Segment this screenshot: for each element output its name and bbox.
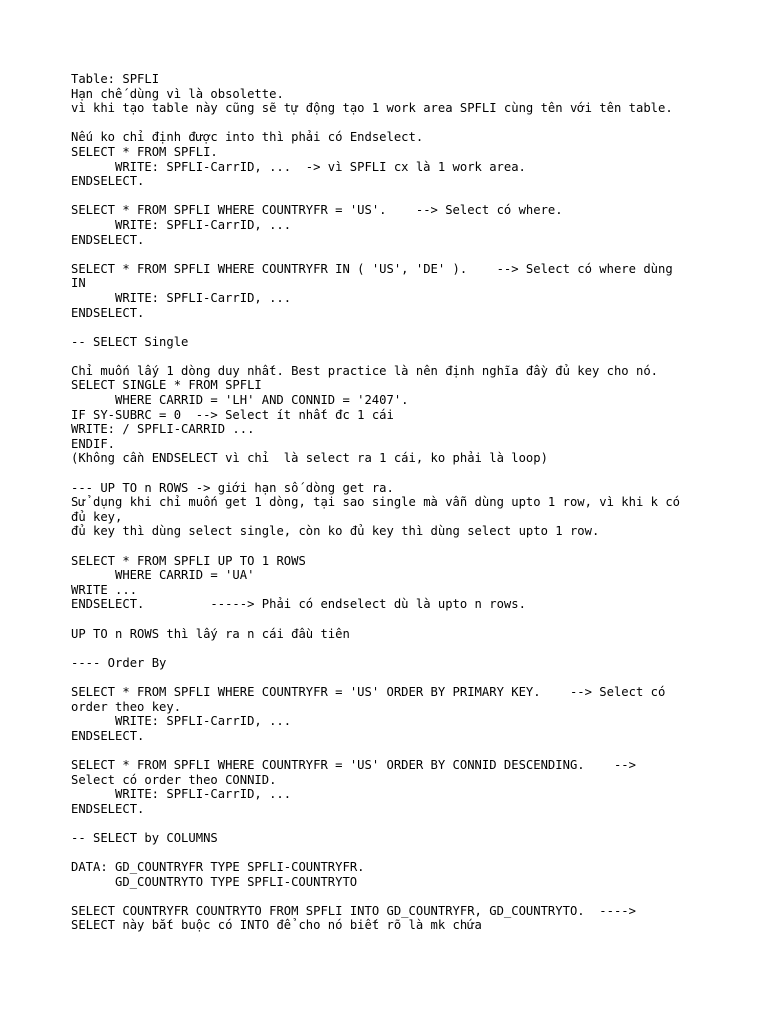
- text-line: SELECT * FROM SPFLI WHERE COUNTRYFR IN ( 'US', 'DE' ). --> Select có where dùng: [71, 261, 673, 276]
- text-line: Select có order theo CONNID.: [71, 772, 277, 787]
- text-line: SELECT * FROM SPFLI WHERE COUNTRYFR = 'US' ORDER BY PRIMARY KEY. --> Select có: [71, 684, 666, 699]
- blank-line: [71, 641, 711, 656]
- text-line: ENDSELECT.: [71, 305, 145, 320]
- text-line: ENDSELECT.: [71, 174, 145, 189]
- text-line: WRITE: SPFLI-CarrID, ...: [115, 714, 292, 729]
- text-line: SELECT * FROM SPFLI UP TO 1 ROWS: [71, 553, 306, 568]
- text-line: -- SELECT Single: [71, 334, 189, 349]
- blank-line: [71, 816, 711, 831]
- text-line: WRITE: SPFLI-CarrID, ...: [115, 290, 292, 305]
- blank-line: [71, 670, 711, 685]
- text-line: ---- Order By: [71, 655, 167, 670]
- text-line: ENDSELECT.: [71, 232, 145, 247]
- text-line: Table: SPFLI: [71, 72, 160, 86]
- text-line: vì khi tạo table này cũng sẽ tự động tạo 1 work area SPFLI cùng tên với tên table.: [71, 101, 673, 116]
- text-line: SELECT * FROM SPFLI WHERE COUNTRYFR = 'US'. --> Select có where.: [71, 203, 563, 218]
- text-line: WRITE: SPFLI-CarrID, ...: [115, 787, 292, 802]
- text-line: WHERE CARRID = 'LH' AND CONNID = '2407'.: [115, 393, 409, 408]
- blank-line: [71, 845, 711, 860]
- text-line: ENDSELECT. -----> Phải có endselect dù là upto n rows.: [71, 597, 526, 612]
- text-line: SELECT * FROM SPFLI WHERE COUNTRYFR = 'US' ORDER BY CONNID DESCENDING. -->: [71, 757, 636, 772]
- text-line: IN: [71, 276, 86, 291]
- text-line: Sử dụng khi chỉ muốn get 1 dòng, tại sao single mà vẫn dùng upto 1 row, vì khi k có: [71, 495, 681, 510]
- blank-line: [71, 889, 711, 904]
- text-line: (Không cần ENDSELECT vì chỉ là select ra 1 cái, ko phải là loop): [71, 451, 548, 466]
- text-line: SELECT COUNTRYFR COUNTRYTO FROM SPFLI INTO GD_COUNTRYFR, GD_COUNTRYTO. ---->: [71, 903, 636, 918]
- text-line: order theo key.: [71, 699, 182, 714]
- text-line: --- UP TO n ROWS -> giới hạn số dòng get ra.: [71, 480, 394, 495]
- text-line: Chỉ muốn lấy 1 dòng duy nhất. Best practice là nên định nghĩa đầy đủ key cho nó.: [71, 363, 658, 378]
- text-line: SELECT * FROM SPFLI.: [71, 144, 218, 159]
- text-line: WRITE ...: [71, 582, 138, 597]
- text-line: GD_COUNTRYTO TYPE SPFLI-COUNTRYTO: [115, 874, 358, 889]
- blank-line: [71, 189, 711, 204]
- blank-line: [71, 612, 711, 627]
- text-line: Nếu ko chỉ định được into thì phải có Endselect.: [71, 130, 424, 145]
- blank-line: [71, 466, 711, 481]
- blank-line: [71, 247, 711, 262]
- blank-line: [71, 320, 711, 335]
- text-line: đủ key thì dùng select single, còn ko đủ key thì dùng select upto 1 row.: [71, 524, 600, 539]
- text-line: WRITE: SPFLI-CarrID, ...: [115, 217, 292, 232]
- text-line: Hạn chế dùng vì là obsolette.: [71, 86, 284, 101]
- document-page: [71, 72, 711, 933]
- text-line: SELECT này bắt buộc có INTO để cho nó biết rõ là mk chứa: [71, 918, 482, 933]
- blank-line: [71, 349, 711, 364]
- text-line: WHERE CARRID = 'UA': [115, 568, 255, 583]
- text-line: IF SY-SUBRC = 0 --> Select ít nhất đc 1 cái: [71, 407, 394, 422]
- text-line: WRITE: SPFLI-CarrID, ... -> vì SPFLI cx là 1 work area.: [115, 159, 526, 174]
- text-line: đủ key,: [71, 509, 123, 524]
- blank-line: [71, 539, 711, 554]
- text-line: ENDSELECT.: [71, 728, 145, 743]
- text-line: UP TO n ROWS thì lấy ra n cái đầu tiên: [71, 626, 350, 641]
- text-line: WRITE: / SPFLI-CARRID ...: [71, 422, 255, 437]
- text-line: SELECT SINGLE * FROM SPFLI: [71, 378, 262, 393]
- blank-line: [71, 116, 711, 131]
- text-line: DATA: GD_COUNTRYFR TYPE SPFLI-COUNTRYFR.: [71, 860, 365, 875]
- text-line: ENDIF.: [71, 436, 116, 451]
- text-line: -- SELECT by COLUMNS: [71, 830, 218, 845]
- blank-line: [71, 743, 711, 758]
- text-line: ENDSELECT.: [71, 801, 145, 816]
